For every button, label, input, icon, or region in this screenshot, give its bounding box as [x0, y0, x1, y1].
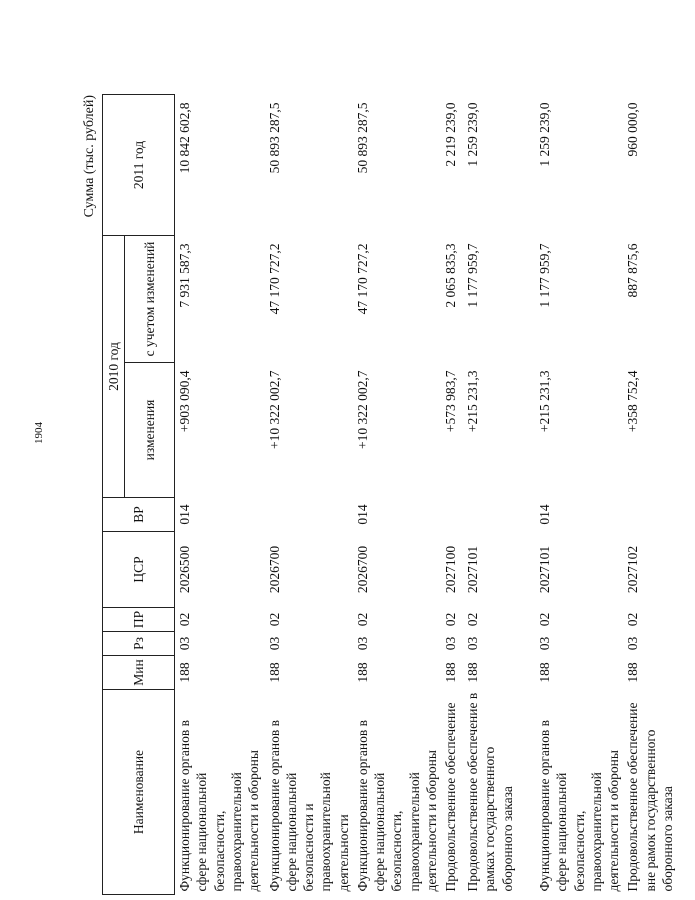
row-min: 188: [266, 662, 282, 683]
row-name: Продовольственное обеспечение вне рамок государственного оборонного заказа: [625, 702, 676, 892]
row-2011: 1 259 239,0: [465, 102, 481, 167]
row-csr: 2027102: [625, 545, 641, 594]
row-with-changes: 7 931 587,3: [177, 243, 192, 308]
header-pr: ПР: [103, 608, 175, 632]
row-vr: [623, 498, 695, 532]
row-2011: 50 893 287,5: [354, 102, 370, 174]
row-with-changes: 2 065 835,3: [443, 243, 459, 308]
row-min: 188: [443, 662, 459, 683]
header-vr: ВР: [103, 498, 175, 532]
header-csr: ЦСР: [103, 532, 175, 608]
row-with-changes: 1 177 959,7: [537, 243, 553, 308]
row-pr: 02: [625, 612, 641, 627]
row-rz: 03: [465, 636, 481, 651]
row-rz: 03: [625, 636, 641, 651]
row-vr: [441, 498, 463, 532]
row-with-changes: 47 170 727,2: [354, 243, 370, 315]
row-changes: +358 752,4: [625, 370, 641, 433]
table-header: [103, 95, 175, 895]
row-2011: 10 842 602,8: [177, 102, 192, 174]
page-number: 1904: [33, 422, 45, 444]
row-min: 188: [177, 662, 192, 683]
row-vr: 014: [537, 504, 553, 525]
table-row: [265, 95, 353, 895]
row-name: Продовольственное обеспечение: [443, 702, 459, 892]
budget-table-page: [82, 95, 676, 895]
row-vr: 014: [354, 504, 370, 525]
row-name: Функционирование органов в сфере национальной безопасности, правоохранительной деятельности и обороны: [354, 720, 439, 892]
row-vr: 014: [177, 504, 192, 525]
unit-note: Сумма (тыс. рублей): [82, 95, 97, 218]
row-with-changes: 47 170 727,2: [266, 243, 282, 315]
row-changes: +215 231,3: [537, 370, 553, 433]
row-pr: 02: [266, 612, 282, 627]
header-min: Мин: [103, 656, 175, 690]
row-2011: 50 893 287,5: [266, 102, 282, 174]
table-body: [175, 95, 695, 895]
row-with-changes: 887 875,6: [625, 243, 641, 298]
header-year-2010: 2010 год: [103, 236, 125, 498]
row-name: Функционирование органов в сфере национальной безопасности, правоохранительной деятельности и обороны: [537, 720, 622, 892]
row-changes: +10 322 002,7: [354, 370, 370, 449]
row-changes: +903 090,4: [177, 370, 192, 433]
row-rz: 03: [443, 636, 459, 651]
row-min: 188: [537, 662, 553, 683]
row-csr: 2026700: [354, 545, 370, 594]
row-csr: 2027101: [537, 545, 553, 594]
row-name: Функционирование органов в сфере национальной безопасности и правоохранительной деятельности: [266, 720, 351, 892]
header-changes: изменения: [125, 363, 175, 498]
table-row: [175, 95, 265, 895]
row-rz: 03: [177, 636, 192, 651]
row-pr: 02: [465, 612, 481, 627]
row-csr: 2027100: [443, 545, 459, 594]
row-pr: 02: [354, 612, 370, 627]
row-rz: 03: [266, 636, 282, 651]
row-csr: 2026700: [266, 545, 282, 594]
row-name: Продовольственное обеспечение в рамках государственного оборонного заказа: [465, 692, 515, 892]
row-pr: 02: [537, 612, 553, 627]
table-row: [441, 95, 463, 895]
row-rz: 03: [537, 636, 553, 651]
row-2011: 2 219 239,0: [443, 102, 459, 167]
header-year-2011: 2011 год: [103, 95, 175, 236]
row-changes: +573 983,7: [443, 370, 459, 433]
row-vr: [463, 498, 535, 532]
row-pr: 02: [443, 612, 459, 627]
header-with-changes: с учетом изменений: [125, 236, 175, 363]
row-rz: 03: [354, 636, 370, 651]
row-changes: +215 231,3: [465, 370, 481, 433]
row-2011: 1 259 239,0: [537, 102, 553, 167]
row-min: 188: [465, 662, 481, 683]
table-row: [353, 95, 441, 895]
header-name: Наименование: [103, 690, 175, 895]
row-vr: [265, 498, 353, 532]
table-row: [535, 95, 623, 895]
row-pr: 02: [177, 612, 192, 627]
row-name: Функционирование органов в сфере национальной безопасности, правоохранительной деятельности и обороны: [177, 720, 262, 892]
row-csr: 2027101: [465, 545, 481, 594]
row-2011: 960 000,0: [625, 102, 641, 157]
row-min: 188: [625, 662, 641, 683]
row-min: 188: [354, 662, 370, 683]
table-row: [623, 95, 695, 895]
row-csr: 2026500: [177, 545, 192, 594]
table-row: [463, 95, 535, 895]
row-with-changes: 1 177 959,7: [465, 243, 481, 308]
budget-table: [102, 94, 695, 895]
row-changes: +10 322 002,7: [266, 370, 282, 449]
header-rz: Рз: [103, 632, 175, 656]
